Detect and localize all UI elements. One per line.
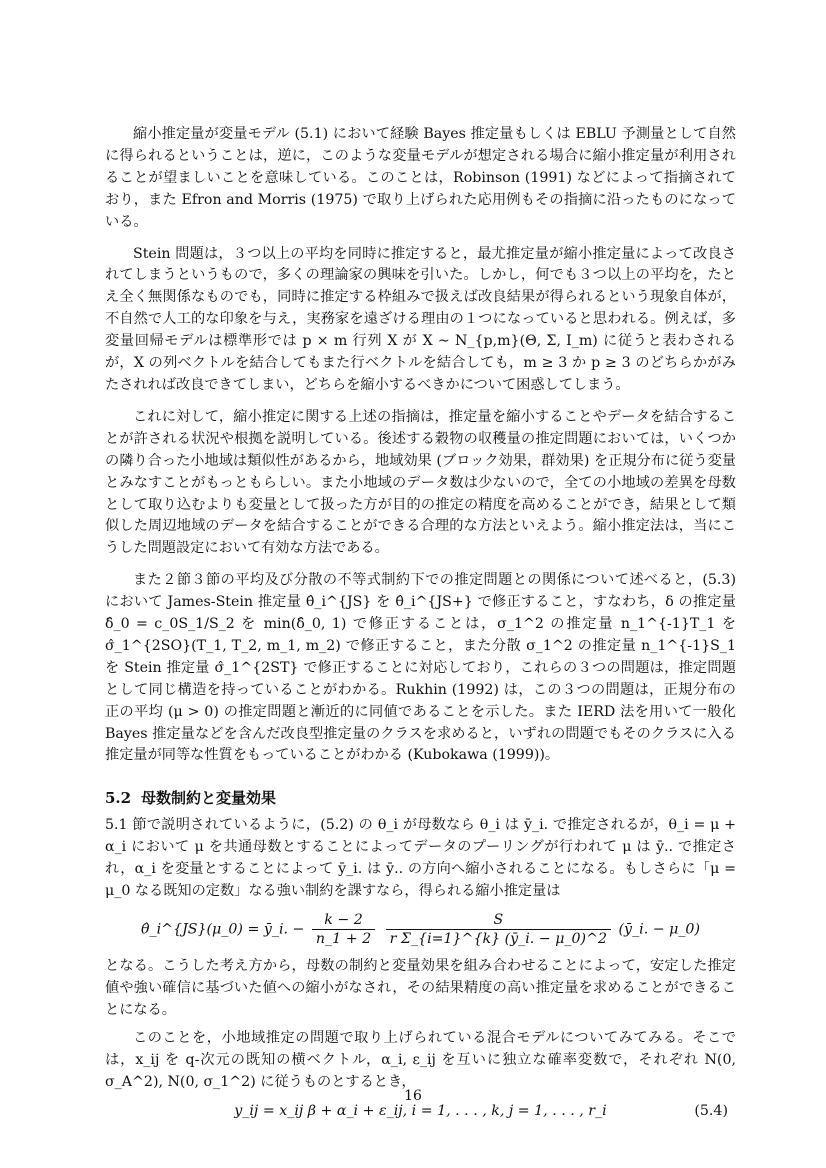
spacer: [105, 767, 736, 787]
fraction-2: [386, 911, 611, 948]
paragraph-5: 5.1 節で説明されているように，(5.2) の θ_i が母数なら θ_i は ȳ_i. で推定されるが，θ_i = μ + α_i において μ を共通母数とすることによってデータのプーリングが行われて μ は ȳ.. で推定され，α_i を変量とすることによって ȳ_i. は ȳ.. の方向へ縮小されることになる。もしさらに「μ = μ_0 なる既知の定数」なる強い制約を課すなら，得られる縮小推定量は: [105, 817, 736, 900]
paragraph-2: Stein 問題は，３つ以上の平均を同時に推定すると，最尤推定量が縮小推定量によって改良されてしまうというもので，多くの理論家の興味を引いた。しかし，何でも３つ以上の平均を，たとえ全く無関係なものでも，同時に推定する枠組みで扱えば改良結果が得られるという現象自体が，不自然で人工的な印象を与え，実務家を遠ざける理由の１つになっていると思われる。例えば，多変量回帰モデルは標準形では p × m 行列 X が X ∼ N_{p,m}(Θ, Σ, I_m) に従うと表わされるが，X の列ベクトルを結合してもまた行ベクトルを結合しても，m ≥ 3 か p ≥ 3 のどちらかがみたされれば改良できてしまい，どちらを縮小するべきかについて困惑してしまう。: [105, 245, 736, 393]
paragraph-6: となる。こうした考え方から，母数の制約と変量効果を組み合わせることによって，安定した推定値や強い確信に基づいた値への縮小がなされ，その結果精度の高い推定量を求めることができることになる。: [105, 958, 736, 1018]
spacer: [105, 397, 736, 407]
fraction-1: [312, 911, 375, 948]
fraction-1-denominator: n_1 + 2: [315, 931, 372, 947]
section-heading: [105, 787, 736, 809]
paragraph-4: また２節３節の平均及び分散の不等式制約下での推定問題との関係について述べると，(5.3) において James-Stein 推定量 θ̂_i^{JS} を θ̂_i^{JS+} で修正すること，すなわち，δ の推定量 δ̂_0 = c_0S_1/S_2 を min(δ̂_0, 1) で修正することは，σ_1^2 の推定量 n_1^{-1}T_1 を σ̂_1^{2SO}(T_1, T_2, m_1, m_2) で修正すること，また分散 σ_1^2 の推定量 n_1^{-1}S_1 を Stein 推定量 σ̂_1^{2ST} で修正することに対応しており，これらの３つの問題は，推定問題として同じ構造を持っていることがわかる。Rukhin (1992) は，この３つの問題は，正規分布の正の平均 (μ > 0) の推定問題と漸近的に同値であることを示した。また IERD 法を用いて一般化 Bayes 推定量などを含んだ改良型推定量のクラスを求めると，いずれの問題でもそのクラスに入る推定量が同等な性質をもっていることがわかる (Kubokawa (1999))。: [105, 572, 736, 764]
section-title: 母数制約と変量効果: [141, 789, 277, 808]
paragraph-7: このことを，小地域推定の問題で取り上げられている混合モデルについてみてみる。そこでは，x_ij を q-次元の既知の横ベクトル，α_i, ε_ij を互いに独立な確率変数で，それぞれ N(0, σ_A^2), N(0, σ_1^2) に従うものとするとき，: [105, 1029, 736, 1090]
spacer: [105, 560, 736, 570]
paragraph-1: 縮小推定量が変量モデル (5.1) において経験 Bayes 推定量もしくは EBLU 予測量として自然に得られるということは，逆に，このような変量モデルが想定される場合に縮小推定量が利用されることが望ましいことを意味している。このことは，Robinson (1991) などによって指摘されており，また Efron and Morris (1975) で取り上げられた応用例もその指摘に沿ったものになっている。: [105, 126, 736, 230]
equation-lhs: θ̂_i^{JS}(μ_0) = ȳ_i. −: [141, 921, 305, 938]
equation-tail: (ȳ_i. − μ_0): [618, 921, 700, 938]
spacer: [105, 234, 736, 244]
equation-shrinkage-estimator: [105, 911, 736, 948]
equation-number: (5.4): [694, 1103, 728, 1120]
fraction-2-denominator: r Σ_{i=1}^{k} (ȳ_i. − μ_0)^2: [389, 931, 607, 947]
paragraph-3: これに対して，縮小推定に関する上述の指摘は，推定量を縮小することやデータを結合することが許される状況や根拠を説明している。後述する穀物の収穫量の推定問題においては，いくつかの隣り合った小地域は類似性があるから，地域効果 (ブロック効果，群効果) を正規分布に従う変量とみなすことがもっともらしい。また小地域のデータ数は少ないので，全ての小地域の差異を母数として取り込むよりも変量として扱った方が目的の推定の精度を高めることができ，結果として類似した周辺地域のデータを結合することができる合理的な方法といえよう。縮小推定法は，当にこうした問題設定において有効な方法である。: [105, 408, 736, 557]
fraction-2-numerator: S: [386, 911, 611, 930]
section-number: 5.2: [105, 789, 132, 808]
fraction-1-numerator: k − 2: [312, 911, 375, 930]
page-body: [105, 124, 736, 1129]
equation-mixed-model-body: y_ij = x_ij β + α_i + ε_ij, i = 1, . . . , k, j = 1, . . . , r_i: [234, 1103, 607, 1120]
page-number: 16: [404, 1088, 422, 1104]
